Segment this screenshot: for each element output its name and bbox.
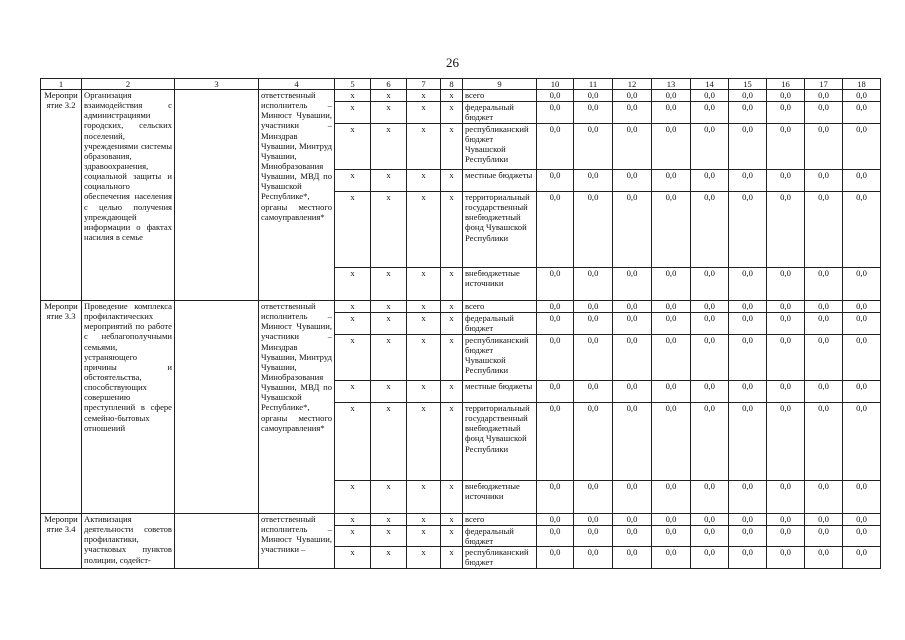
- amount-cell: 0,0: [805, 481, 843, 514]
- column-header: 11: [574, 79, 613, 90]
- activity-executors: ответственный исполнитель – Минюст Чувашии, участники – Минздрав Чувашии, Минтруд Чувашии, Минобразования Чувашии, МВД по Чувашской Республике*, органы местного самоуправления*: [259, 301, 335, 514]
- header-row: [41, 79, 881, 90]
- target-cell: x: [441, 124, 463, 170]
- amount-cell: 0,0: [691, 301, 729, 313]
- activity-code: Мероприятие 3.4: [41, 514, 82, 569]
- amount-cell: 0,0: [652, 381, 691, 403]
- activity-code: Мероприятие 3.2: [41, 90, 82, 301]
- target-cell: x: [335, 124, 371, 170]
- amount-cell: 0,0: [729, 301, 767, 313]
- amount-cell: 0,0: [574, 381, 613, 403]
- amount-cell: 0,0: [652, 481, 691, 514]
- amount-cell: 0,0: [767, 124, 805, 170]
- target-cell: x: [335, 102, 371, 124]
- column-header: 7: [407, 79, 441, 90]
- amount-cell: 0,0: [729, 335, 767, 381]
- amount-cell: 0,0: [767, 102, 805, 124]
- target-cell: x: [441, 547, 463, 569]
- amount-cell: 0,0: [805, 90, 843, 102]
- funding-source: всего: [463, 301, 537, 313]
- target-cell: x: [371, 547, 407, 569]
- amount-cell: 0,0: [613, 526, 652, 547]
- amount-cell: 0,0: [767, 514, 805, 526]
- funding-source: территориальный государственный внебюджетный фонд Чувашской Республики: [463, 403, 537, 481]
- amount-cell: 0,0: [537, 403, 574, 481]
- amount-cell: 0,0: [767, 268, 805, 301]
- activity-code: Мероприятие 3.3: [41, 301, 82, 514]
- funding-source: федеральный бюджет: [463, 313, 537, 335]
- amount-cell: 0,0: [805, 381, 843, 403]
- activity-col3: [175, 301, 259, 514]
- target-cell: x: [335, 90, 371, 102]
- amount-cell: 0,0: [767, 301, 805, 313]
- column-header: 4: [259, 79, 335, 90]
- amount-cell: 0,0: [537, 90, 574, 102]
- column-header: 2: [82, 79, 175, 90]
- amount-cell: 0,0: [691, 170, 729, 192]
- amount-cell: 0,0: [843, 403, 881, 481]
- amount-cell: 0,0: [574, 192, 613, 268]
- amount-cell: 0,0: [613, 192, 652, 268]
- amount-cell: 0,0: [574, 403, 613, 481]
- amount-cell: 0,0: [767, 90, 805, 102]
- target-cell: x: [407, 102, 441, 124]
- target-cell: x: [441, 301, 463, 313]
- target-cell: x: [335, 481, 371, 514]
- target-cell: x: [441, 90, 463, 102]
- target-cell: x: [441, 526, 463, 547]
- amount-cell: 0,0: [691, 90, 729, 102]
- amount-cell: 0,0: [843, 335, 881, 381]
- column-header: 12: [613, 79, 652, 90]
- amount-cell: 0,0: [613, 335, 652, 381]
- column-header: 3: [175, 79, 259, 90]
- amount-cell: 0,0: [574, 313, 613, 335]
- target-cell: x: [407, 335, 441, 381]
- amount-cell: 0,0: [805, 547, 843, 569]
- amount-cell: 0,0: [574, 335, 613, 381]
- amount-cell: 0,0: [613, 403, 652, 481]
- activity-col3: [175, 514, 259, 569]
- activity-col3: [175, 90, 259, 301]
- target-cell: x: [371, 170, 407, 192]
- target-cell: x: [441, 313, 463, 335]
- amount-cell: 0,0: [729, 514, 767, 526]
- target-cell: x: [335, 301, 371, 313]
- amount-cell: 0,0: [574, 170, 613, 192]
- amount-cell: 0,0: [652, 403, 691, 481]
- activity-title: Проведение комплекса профилактических мероприятий по работе с неблагополучными семьями, устраняющего причины и обстоятельства, способствующих совершению преступлений в сфере семейно-бытовых отношений: [82, 301, 175, 514]
- amount-cell: 0,0: [767, 403, 805, 481]
- amount-cell: 0,0: [574, 90, 613, 102]
- column-header: 16: [767, 79, 805, 90]
- target-cell: x: [407, 90, 441, 102]
- target-cell: x: [335, 170, 371, 192]
- amount-cell: 0,0: [767, 547, 805, 569]
- target-cell: x: [441, 170, 463, 192]
- page-number: 26: [446, 55, 459, 70]
- amount-cell: 0,0: [729, 124, 767, 170]
- amount-cell: 0,0: [537, 301, 574, 313]
- amount-cell: 0,0: [652, 124, 691, 170]
- amount-cell: 0,0: [537, 514, 574, 526]
- target-cell: x: [407, 403, 441, 481]
- amount-cell: 0,0: [767, 381, 805, 403]
- target-cell: x: [371, 124, 407, 170]
- amount-cell: 0,0: [537, 313, 574, 335]
- amount-cell: 0,0: [767, 481, 805, 514]
- amount-cell: 0,0: [843, 170, 881, 192]
- amount-cell: 0,0: [537, 124, 574, 170]
- funding-source: внебюджетные источники: [463, 481, 537, 514]
- target-cell: x: [371, 192, 407, 268]
- target-cell: x: [371, 403, 407, 481]
- column-header: 6: [371, 79, 407, 90]
- amount-cell: 0,0: [691, 268, 729, 301]
- activity-title: Активизация деятельности советов профилактики, участковых пунктов полиции, содейст-: [82, 514, 175, 569]
- column-header: 9: [463, 79, 537, 90]
- amount-cell: 0,0: [805, 192, 843, 268]
- amount-cell: 0,0: [613, 547, 652, 569]
- amount-cell: 0,0: [652, 547, 691, 569]
- target-cell: x: [441, 102, 463, 124]
- funding-source: всего: [463, 90, 537, 102]
- amount-cell: 0,0: [729, 313, 767, 335]
- column-header: 10: [537, 79, 574, 90]
- amount-cell: 0,0: [691, 547, 729, 569]
- amount-cell: 0,0: [652, 335, 691, 381]
- amount-cell: 0,0: [537, 335, 574, 381]
- target-cell: x: [407, 514, 441, 526]
- amount-cell: 0,0: [613, 268, 652, 301]
- amount-cell: 0,0: [537, 102, 574, 124]
- amount-cell: 0,0: [691, 481, 729, 514]
- amount-cell: 0,0: [805, 335, 843, 381]
- amount-cell: 0,0: [613, 102, 652, 124]
- amount-cell: 0,0: [805, 526, 843, 547]
- target-cell: x: [335, 268, 371, 301]
- amount-cell: 0,0: [652, 102, 691, 124]
- amount-cell: 0,0: [613, 381, 652, 403]
- funding-source: республиканский бюджет Чувашской Республики: [463, 124, 537, 170]
- column-header: 14: [691, 79, 729, 90]
- target-cell: x: [371, 481, 407, 514]
- amount-cell: 0,0: [537, 526, 574, 547]
- amount-cell: 0,0: [613, 124, 652, 170]
- column-header: 18: [843, 79, 881, 90]
- target-cell: x: [335, 514, 371, 526]
- target-cell: x: [335, 526, 371, 547]
- amount-cell: 0,0: [767, 526, 805, 547]
- target-cell: x: [371, 313, 407, 335]
- amount-cell: 0,0: [652, 192, 691, 268]
- amount-cell: 0,0: [843, 102, 881, 124]
- table-body: [41, 90, 881, 569]
- funding-source: республиканский бюджет: [463, 547, 537, 569]
- amount-cell: 0,0: [767, 192, 805, 268]
- amount-cell: 0,0: [652, 90, 691, 102]
- funding-source: федеральный бюджет: [463, 102, 537, 124]
- target-cell: x: [335, 547, 371, 569]
- amount-cell: 0,0: [729, 526, 767, 547]
- table-row: [41, 90, 881, 102]
- amount-cell: 0,0: [691, 335, 729, 381]
- amount-cell: 0,0: [729, 90, 767, 102]
- amount-cell: 0,0: [805, 102, 843, 124]
- target-cell: x: [441, 381, 463, 403]
- amount-cell: 0,0: [729, 547, 767, 569]
- amount-cell: 0,0: [574, 268, 613, 301]
- activity-executors: ответственный исполнитель – Минюст Чувашии, участники – Минздрав Чувашии, Минтруд Чувашии, Минобразования Чувашии, МВД по Чувашской Республике*, органы местного самоуправления*: [259, 90, 335, 301]
- column-header: 13: [652, 79, 691, 90]
- amount-cell: 0,0: [537, 547, 574, 569]
- amount-cell: 0,0: [767, 335, 805, 381]
- amount-cell: 0,0: [729, 170, 767, 192]
- amount-cell: 0,0: [691, 381, 729, 403]
- activity-title: Организация взаимодействия с администрациями городских, сельских поселений, учреждениями системы образования, здравоохранения, социальной защиты и социального обеспечения населения с целью получения упреждающей информации о фактах насилия в семье: [82, 90, 175, 301]
- table-row: [41, 514, 881, 526]
- target-cell: x: [335, 403, 371, 481]
- amount-cell: 0,0: [613, 90, 652, 102]
- amount-cell: 0,0: [843, 381, 881, 403]
- amount-cell: 0,0: [843, 526, 881, 547]
- amount-cell: 0,0: [729, 192, 767, 268]
- target-cell: x: [407, 481, 441, 514]
- amount-cell: 0,0: [691, 313, 729, 335]
- amount-cell: 0,0: [537, 268, 574, 301]
- amount-cell: 0,0: [691, 102, 729, 124]
- amount-cell: 0,0: [574, 124, 613, 170]
- target-cell: x: [407, 313, 441, 335]
- target-cell: x: [441, 514, 463, 526]
- amount-cell: 0,0: [843, 481, 881, 514]
- target-cell: x: [407, 526, 441, 547]
- funding-source: местные бюджеты: [463, 170, 537, 192]
- column-header: 5: [335, 79, 371, 90]
- target-cell: x: [407, 192, 441, 268]
- target-cell: x: [407, 268, 441, 301]
- amount-cell: 0,0: [613, 313, 652, 335]
- amount-cell: 0,0: [652, 526, 691, 547]
- target-cell: x: [371, 335, 407, 381]
- amount-cell: 0,0: [691, 403, 729, 481]
- amount-cell: 0,0: [843, 268, 881, 301]
- amount-cell: 0,0: [537, 381, 574, 403]
- amount-cell: 0,0: [729, 481, 767, 514]
- amount-cell: 0,0: [691, 124, 729, 170]
- column-header: 17: [805, 79, 843, 90]
- target-cell: x: [371, 301, 407, 313]
- target-cell: x: [335, 192, 371, 268]
- column-header: 15: [729, 79, 767, 90]
- amount-cell: 0,0: [805, 124, 843, 170]
- target-cell: x: [371, 268, 407, 301]
- amount-cell: 0,0: [537, 170, 574, 192]
- target-cell: x: [441, 335, 463, 381]
- funding-source: внебюджетные источники: [463, 268, 537, 301]
- target-cell: x: [371, 102, 407, 124]
- amount-cell: 0,0: [613, 301, 652, 313]
- amount-cell: 0,0: [574, 547, 613, 569]
- amount-cell: 0,0: [652, 301, 691, 313]
- target-cell: x: [407, 170, 441, 192]
- amount-cell: 0,0: [767, 170, 805, 192]
- amount-cell: 0,0: [805, 313, 843, 335]
- amount-cell: 0,0: [843, 547, 881, 569]
- target-cell: x: [407, 381, 441, 403]
- amount-cell: 0,0: [537, 192, 574, 268]
- amount-cell: 0,0: [691, 526, 729, 547]
- amount-cell: 0,0: [843, 90, 881, 102]
- amount-cell: 0,0: [574, 514, 613, 526]
- amount-cell: 0,0: [805, 268, 843, 301]
- amount-cell: 0,0: [767, 313, 805, 335]
- amount-cell: 0,0: [729, 268, 767, 301]
- target-cell: x: [371, 90, 407, 102]
- amount-cell: 0,0: [613, 481, 652, 514]
- target-cell: x: [371, 381, 407, 403]
- target-cell: x: [335, 381, 371, 403]
- target-cell: x: [441, 481, 463, 514]
- amount-cell: 0,0: [843, 301, 881, 313]
- amount-cell: 0,0: [652, 268, 691, 301]
- funding-source: федеральный бюджет: [463, 526, 537, 547]
- target-cell: x: [441, 192, 463, 268]
- amount-cell: 0,0: [843, 192, 881, 268]
- funding-source: республиканский бюджет Чувашской Республики: [463, 335, 537, 381]
- target-cell: x: [407, 301, 441, 313]
- amount-cell: 0,0: [613, 170, 652, 192]
- target-cell: x: [407, 547, 441, 569]
- activity-executors: ответственный исполнитель – Минюст Чувашии, участники –: [259, 514, 335, 569]
- funding-source: всего: [463, 514, 537, 526]
- amount-cell: 0,0: [652, 170, 691, 192]
- amount-cell: 0,0: [805, 403, 843, 481]
- amount-cell: 0,0: [574, 526, 613, 547]
- amount-cell: 0,0: [613, 514, 652, 526]
- table-row: [41, 301, 881, 313]
- funding-source: местные бюджеты: [463, 381, 537, 403]
- target-cell: x: [441, 403, 463, 481]
- amount-cell: 0,0: [843, 313, 881, 335]
- amount-cell: 0,0: [729, 381, 767, 403]
- target-cell: x: [407, 124, 441, 170]
- target-cell: x: [441, 268, 463, 301]
- funding-source: территориальный государственный внебюджетный фонд Чувашской Республики: [463, 192, 537, 268]
- amount-cell: 0,0: [574, 301, 613, 313]
- amount-cell: 0,0: [805, 514, 843, 526]
- amount-cell: 0,0: [574, 481, 613, 514]
- funding-table: [40, 78, 881, 569]
- column-header: 1: [41, 79, 82, 90]
- amount-cell: 0,0: [537, 481, 574, 514]
- amount-cell: 0,0: [729, 403, 767, 481]
- amount-cell: 0,0: [843, 514, 881, 526]
- amount-cell: 0,0: [805, 301, 843, 313]
- target-cell: x: [371, 514, 407, 526]
- amount-cell: 0,0: [652, 313, 691, 335]
- amount-cell: 0,0: [729, 102, 767, 124]
- column-header: 8: [441, 79, 463, 90]
- amount-cell: 0,0: [691, 514, 729, 526]
- amount-cell: 0,0: [805, 170, 843, 192]
- target-cell: x: [371, 526, 407, 547]
- target-cell: x: [335, 335, 371, 381]
- amount-cell: 0,0: [652, 514, 691, 526]
- target-cell: x: [335, 313, 371, 335]
- amount-cell: 0,0: [843, 124, 881, 170]
- amount-cell: 0,0: [574, 102, 613, 124]
- amount-cell: 0,0: [691, 192, 729, 268]
